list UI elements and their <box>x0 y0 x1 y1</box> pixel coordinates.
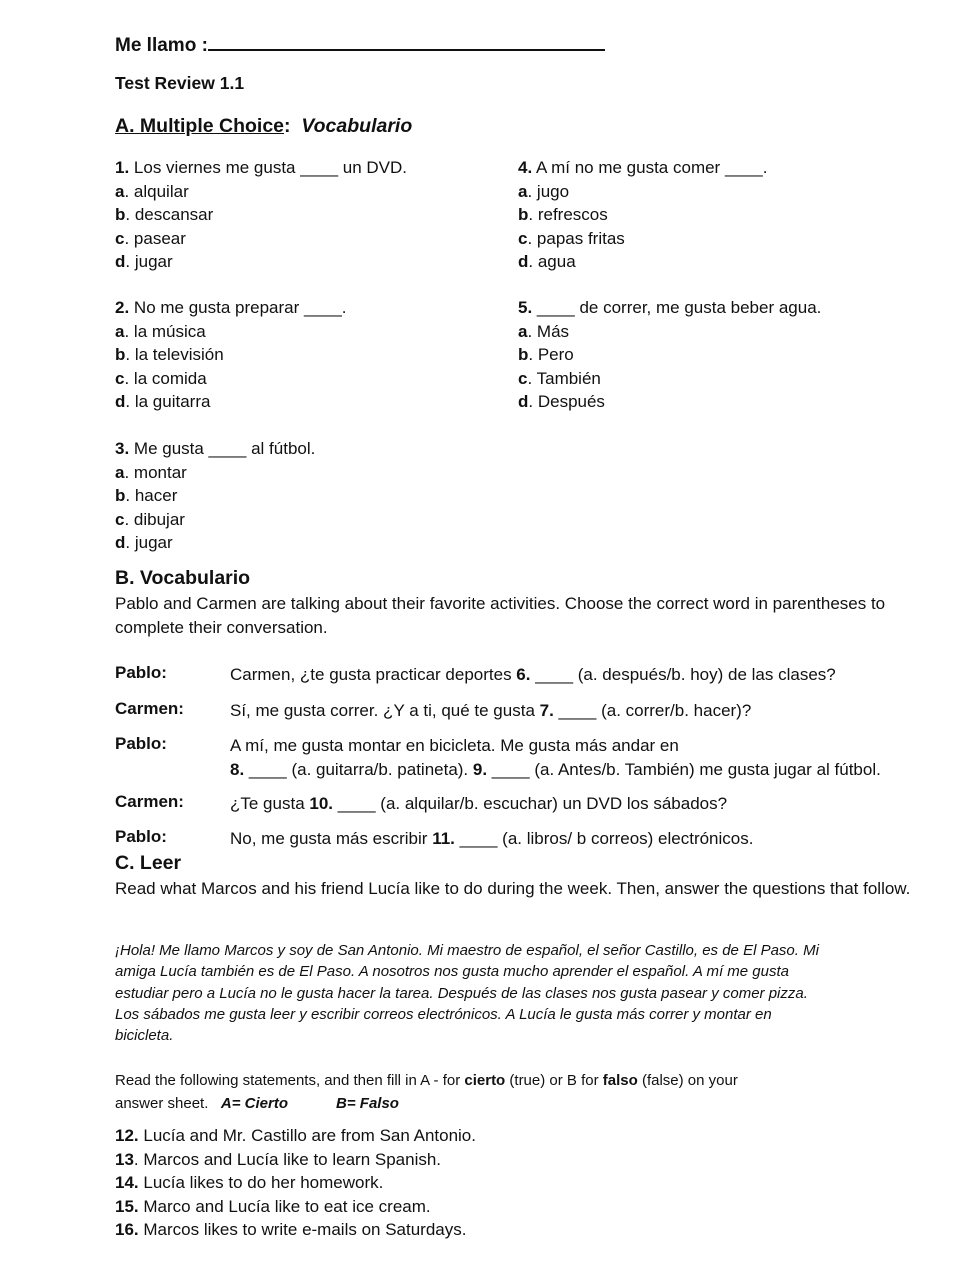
option-b[interactable]: b. Pero <box>518 345 574 364</box>
name-label: Me llamo : <box>115 35 208 56</box>
option-d[interactable]: d. Después <box>518 392 605 411</box>
section-b-instructions: Pablo and Carmen are talking about their favorite activities. Choose the correct word in parentheses to complete their conversation. <box>115 594 886 637</box>
option-a[interactable]: a. montar <box>115 462 187 482</box>
section-a-colon: : <box>284 115 291 137</box>
option-c[interactable]: c. pasear <box>115 228 186 248</box>
option-d[interactable]: d. jugar <box>115 252 173 271</box>
dialog-speaker: Pablo: <box>115 827 167 846</box>
question-3 <box>115 437 315 555</box>
statement-item: 15. Marco and Lucía like to eat ice cream. <box>115 1196 431 1216</box>
option-c[interactable]: c. dibujar <box>115 509 185 529</box>
question-text: No me gusta preparar ____. <box>129 298 347 317</box>
question-number: 5. <box>518 298 533 317</box>
section-a-subtitle: Vocabulario <box>301 115 413 137</box>
reading-passage: ¡Hola! Me llamo Marcos y soy de San Antonio. Mi maestro de español, el señor Castillo, es de El Paso. Mi amiga Lucía también es de El Paso. A nosotros nos gusta mucho aprender el español. A mí me gusta estudiar pero a Lucía no le gusta hacer la tarea. Después de las clases nos gusta pasear y comer pizza. Los sábados me gusta leer y escribir correos electrónicos. A Lucía le gusta más correr y montar en bicicleta. <box>115 942 819 1045</box>
dialog-speaker: Pablo: <box>115 734 167 753</box>
name-blank[interactable] <box>208 31 605 51</box>
dialog-line-10: ¿Te gusta 10. ____ (a. alquilar/b. escuchar) un DVD los sábados? <box>230 794 728 813</box>
question-number: 2. <box>115 298 130 317</box>
question-number: 4. <box>518 158 533 177</box>
dialog-line-11: No, me gusta más escribir 11. ____ (a. libros/ b correos) electrónicos. <box>230 829 754 848</box>
option-d[interactable]: d. jugar <box>115 533 173 552</box>
name-prompt <box>115 31 605 57</box>
option-b[interactable]: b. la televisión <box>115 345 224 364</box>
dialog-line-8-9: A mí, me gusta montar en bicicleta. Me gusta más andar en 8. ____ (a. guitarra/b. patineta). 9. ____ (a. Antes/b. También) me gusta jugar al fútbol. <box>230 736 881 779</box>
option-a[interactable]: a. jugo <box>518 181 570 201</box>
option-d[interactable]: d. agua <box>518 252 576 271</box>
question-number: 1. <box>115 158 130 177</box>
section-c-instructions: Read what Marcos and his friend Lucía like to do during the week. Then, answer the questions that follow. <box>115 879 911 898</box>
option-c[interactable]: c. la comida <box>115 368 207 388</box>
true-false-instructions: Read the following statements, and then fill in A - for cierto (true) or B for falso (false) on your answer sheet. A= Cierto B= Falso <box>115 1072 738 1112</box>
option-b[interactable]: b. refrescos <box>518 205 608 224</box>
option-c[interactable]: c. También <box>518 368 601 388</box>
option-a[interactable]: a. la música <box>115 321 206 341</box>
option-a[interactable]: a. Más <box>518 321 570 341</box>
option-b[interactable]: b. descansar <box>115 205 214 224</box>
question-text: A mí no me gusta comer ____. <box>532 158 768 177</box>
question-text: Me gusta ____ al fútbol. <box>129 439 316 458</box>
question-number: 3. <box>115 439 130 458</box>
dialog-line-7: Sí, me gusta correr. ¿Y a ti, qué te gusta 7. ____ (a. correr/b. hacer)? <box>230 701 752 720</box>
question-text: Los viernes me gusta ____ un DVD. <box>129 158 408 177</box>
question-1 <box>115 156 407 274</box>
statement-item: 14. Lucía likes to do her homework. <box>115 1173 384 1192</box>
question-2 <box>115 296 347 414</box>
dialog-speaker: Carmen: <box>115 699 184 718</box>
cierto-key: A= Cierto <box>220 1094 289 1112</box>
dialog-speaker: Carmen: <box>115 792 184 811</box>
statement-item: 13. Marcos and Lucía like to learn Spanish. <box>115 1149 442 1169</box>
option-b[interactable]: b. hacer <box>115 486 178 505</box>
question-4 <box>518 156 767 274</box>
statement-item: 12. Lucía and Mr. Castillo are from San Antonio. <box>115 1126 476 1145</box>
falso-key: B= Falso <box>336 1094 399 1112</box>
option-a[interactable]: a. alquilar <box>115 181 189 201</box>
dialog-line-6: Carmen, ¿te gusta practicar deportes 6. ____ (a. después/b. hoy) de las clases? <box>230 665 836 684</box>
question-5 <box>518 296 821 414</box>
question-text: ____ de correr, me gusta beber agua. <box>532 298 822 317</box>
option-c[interactable]: c. papas fritas <box>518 228 625 248</box>
statement-item: 16. Marcos likes to write e-mails on Saturdays. <box>115 1220 467 1239</box>
page-title: Test Review 1.1 <box>115 73 245 93</box>
dialog-speaker: Pablo: <box>115 663 167 682</box>
section-c-heading: C. Leer <box>115 852 182 874</box>
section-a-heading <box>115 115 412 138</box>
statement-list <box>115 1124 476 1242</box>
section-b-heading: B. Vocabulario <box>115 567 251 589</box>
section-a-title: A. Multiple Choice <box>115 115 285 137</box>
option-d[interactable]: d. la guitarra <box>115 392 211 411</box>
